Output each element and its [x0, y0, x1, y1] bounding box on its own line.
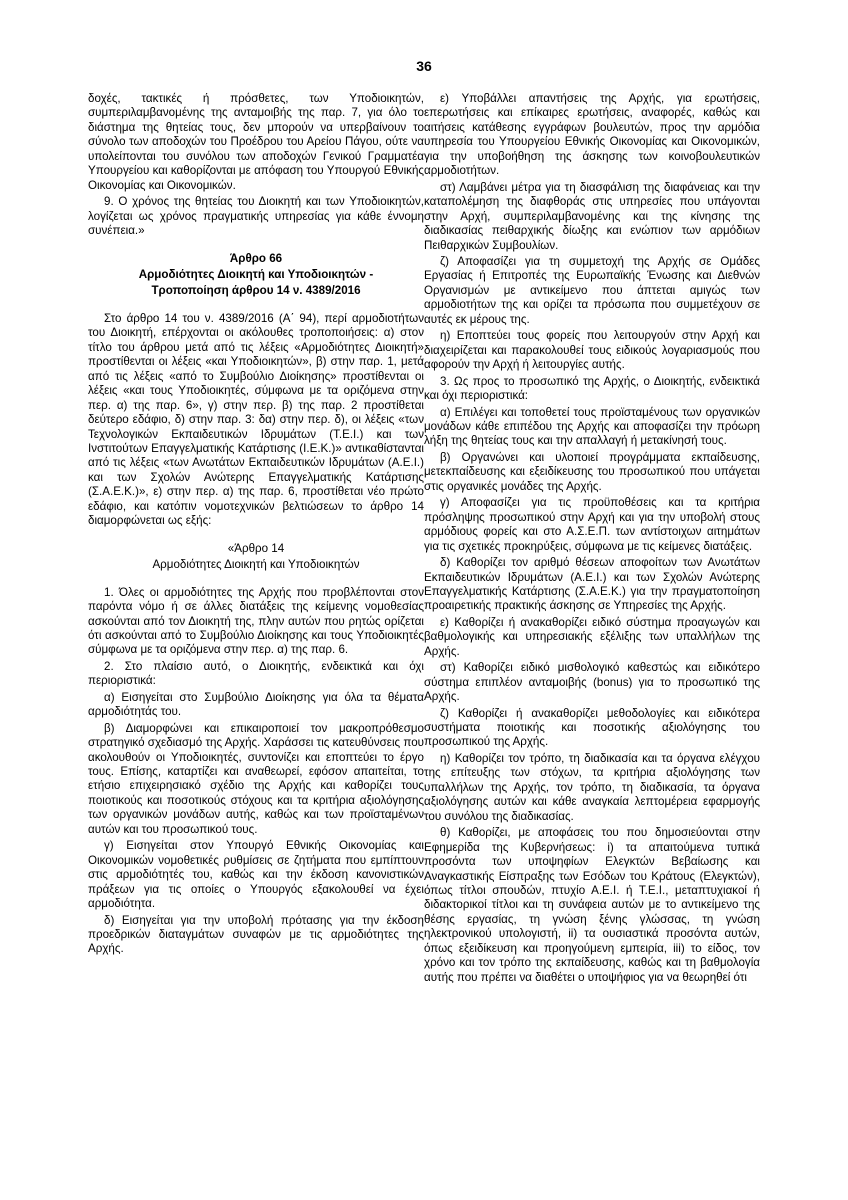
left-paragraph-6: α) Εισηγείται στο Συμβούλιο Διοίκησης για όλα τα θέματα αρμοδιότητάς του. [88, 690, 424, 719]
right-paragraph-5: 3. Ως προς το προσωπικό της Αρχής, ο Διοικητής, ενδεικτικά και όχι περιοριστικά: [424, 374, 760, 403]
left-paragraph-7: β) Διαμορφώνει και επικαιροποιεί τον μακροπρόθεσμο στρατηγικό σχεδιασμό της Αρχής. Χαράσσει τις κατευθύνσεις που ακολουθούν οι Υποδιοικητές, συντονίζει και εποπτεύει το έργο τους. Επίσης, καταρτίζει και αναθεωρεί, εφόσον απαιτείται, το ετήσιο επιχειρησιακό σχέδιο της Αρχής και καθορίζει τους ποιοτικούς και ποσοτικούς στόχους και τα κριτήρια αξιολόγησης των οργανικών μονάδων αυτής, καθώς και των προϊσταμένων αυτών και του προσωπικού τους. [88, 721, 424, 836]
left-paragraph-3: Στο άρθρο 14 του ν. 4389/2016 (Α΄ 94), περί αρμοδιοτήτων του Διοικητή, επέρχονται οι ακόλουθες τροποποιήσεις: α) στον τίτλο του άρθρου μετά από τις λέξεις «Αρμοδιότητες Διοικητή» προστίθενται οι λέξεις «και Υποδιοικητών», β) στην παρ. 1, μετά από τις λέξεις «από το Συμβούλιο Διοίκησης» προστίθενται οι λέξεις «και τους Υποδιοικητές, σύμφωνα με τα οριζόμενα στην περ. α) της παρ. 6», γ) στην περ. β) της παρ. 2 προστίθεται δεύτερο εδάφιο, δ) στην παρ. 3: δα) στην περ. δ), οι λέξεις «των Τεχνολογικών Εκπαιδευτικών Ιδρυμάτων (Τ.Ε.Ι.) και των Ινστιτούτων Επαγγελματικής Κατάρτισης (Ι.Ε.Κ.)» αντικαθίστανται από τις λέξεις «των Ανωτάτων Εκπαιδευτικών Ιδρυμάτων (Α.Ε.Ι.) και των Σχολών Ανώτερης Επαγγελματικής Κατάρτισης (Σ.Α.Ε.Κ.)», ε) στην περ. α) της παρ. 6, προστίθεται νέο πρώτο εδάφιο, και κατόπιν νομοτεχνικών βελτιώσεων το άρθρο 14 διαμορφώνεται ως εξής: [88, 311, 424, 528]
left-paragraph-9: δ) Εισηγείται για την υποβολή πρότασης για την έκδοση προεδρικών διαταγμάτων συναφών με τις αρμοδιότητες της Αρχής. [88, 913, 424, 956]
right-paragraph-2: στ) Λαμβάνει μέτρα για τη διασφάλιση της διαφάνειας και την καταπολέμηση της διαφθοράς στις υπηρεσίες που υπάγονται στην Αρχή, συμπεριλαμβανομένης και της κίνησης της διαδικασίας πειθαρχικής δίωξης και ενώπιον των αρμόδιων Πειθαρχικών Συμβουλίων. [424, 180, 760, 252]
right-paragraph-1: ε) Υποβάλλει απαντήσεις της Αρχής, για ερωτήσεις, επερωτήσεις και επίκαιρες ερωτήσεις, αναφορές, καθώς και αιτήσεις κατάθεσης εγγράφων βουλευτών, προς την αρμόδια υπηρεσία του Υπουργείου Εθνικής Οικονομίας και Οικονομικών, για την υποβοήθηση της άσκησης των κοινοβουλευτικών αρμοδιοτήτων. [424, 92, 760, 178]
right-paragraph-11: στ) Καθορίζει ειδικό μισθολογικό καθεστώς και ειδικότερο σύστημα επιπλέον ανταμοιβής (bonus) για το προσωπικό της Αρχής. [424, 661, 760, 704]
quoted-article-title: «Άρθρο 14 [227, 541, 285, 555]
left-paragraph-4: 1. Όλες οι αρμοδιότητες της Αρχής που προβλέπονται στον παρόντα νόμο ή σε άλλες διατάξεις της κείμενης νομοθεσίας ασκούνται από τον Διοικητή της, πλην αυτών που ρητώς ορίζεται ότι ασκούνται από το Συμβούλιο Διοίκησης και τους Υποδιοικητές σύμφωνα με τα οριζόμενα στην περ. α) της παρ. 6. [88, 585, 424, 657]
page-number: 36 [416, 58, 432, 74]
right-paragraph-10: ε) Καθορίζει ή ανακαθορίζει ειδικό σύστημα προαγωγών και βαθμολογικής και υπηρεσιακής εξέλιξης των υπαλλήλων της Αρχής. [424, 615, 760, 658]
right-paragraph-8: γ) Αποφασίζει για τις προϋποθέσεις και τα κριτήρια πρόσληψης προσωπικού στην Αρχή και για την υποβολή στους αρμόδιους φορείς και στο Α.Σ.Ε.Π. των αντίστοιχων αιτημάτων για τις σχετικές προκηρύξεις, σύμφωνα με τις κείμενες διατάξεις. [424, 496, 760, 553]
left-paragraph-1: δοχές, τακτικές ή πρόσθετες, των Υποδιοικητών, συμπεριλαμβανομένης της ανταμοιβής της παρ. 7, για όλο το διάστημα της θητείας τους, δεν μπορούν να υπερβαίνουν το σύνολο των αποδοχών του Προέδρου του Αρείου Πάγου, ούτε να υπολείπονται του συνόλου των αποδοχών Γενικού Γραμματέα Υπουργείου και καθορίζονται με απόφαση του Υπουργού Εθνικής Οικονομίας και Οικονομικών. [88, 92, 424, 192]
left-paragraph-5: 2. Στο πλαίσιο αυτό, ο Διοικητής, ενδεικτικά και όχι περιοριστικά: [88, 659, 424, 688]
article-subtitle-line-2: Τροποποίηση άρθρου 14 ν. 4389/2016 [151, 284, 361, 298]
right-paragraph-9: δ) Καθορίζει τον αριθμό θέσεων αποφοίτων των Ανωτάτων Εκπαιδευτικών Ιδρυμάτων (Α.Ε.Ι.) και των Σχολών Ανώτερης Επαγγελματικής Κατάρτισης (Σ.Α.Ε.Κ.) για την πραγματοποίηση προαιρετικής πρακτικής άσκησης σε Υπηρεσίες της Αρχής. [424, 556, 760, 613]
right-column [424, 92, 760, 987]
right-paragraph-4: η) Εποπτεύει τους φορείς που λειτουργούν στην Αρχή και διαχειρίζεται και παρακολουθεί τους ειδικούς λογαριασμούς που αφορούν την Αρχή ή λειτουργίες αυτής. [424, 329, 760, 372]
right-paragraph-14: θ) Καθορίζει, με αποφάσεις του που δημοσιεύονται στην Εφημερίδα της Κυβερνήσεως: i) τα απαιτούμενα τυπικά προσόντα των υποψηφίων Ελεγκτών Βεβαίωσης και Αναγκαστικής Είσπραξης των Εσόδων του Κράτους (Ελεγκτών), όπως τίτλοι σπουδών, πτυχίο Α.Ε.Ι. ή Τ.Ε.Ι., μεταπτυχιακοί ή διδακτορικοί τίτλοι και τη συνάφεια αυτών με το αντικείμενο της θέσης εργασίας, τη γνώση ξένης γλώσσας, τη γνώση ηλεκτρονικού υπολογιστή, ii) τα ουσιαστικά προσόντα αυτών, όπως εξειδίκευση και προηγούμενη εμπειρία, iii) το είδος, τον χρόνο και τον τρόπο της εκπαίδευσης, καθώς και τη βαθμολογία αυτής που πρέπει να διαθέτει ο υποψήφιος για να θεωρηθεί ότι [424, 826, 760, 984]
left-column [88, 92, 424, 959]
right-paragraph-3: ζ) Αποφασίζει για τη συμμετοχή της Αρχής σε Ομάδες Εργασίας ή Επιτροπές της Ευρωπαϊκής Ένωσης και Διεθνών Οργανισμών με αντικείμενο που άπτεται αμιγώς των αρμοδιοτήτων της και ορίζει τα πρόσωπα που συμμετέχουν σε αυτές εκ μέρους της. [424, 254, 760, 326]
left-paragraph-8: γ) Εισηγείται στον Υπουργό Εθνικής Οικονομίας και Οικονομικών νομοθετικές ρυθμίσεις σε ζητήματα που εμπίπτουν στις αρμοδιότητές του, καθώς και την έκδοση κανονιστικών πράξεων για τις οποίες ο Υπουργός εξακολουθεί να έχει αρμοδιότητα. [88, 839, 424, 911]
right-paragraph-12: ζ) Καθορίζει ή ανακαθορίζει μεθοδολογίες και ειδικότερα συστήματα ποιοτικής και ποσοτικής αξιολόγησης του προσωπικού της Αρχής. [424, 706, 760, 749]
quoted-article-subtitle: Αρμοδιότητες Διοικητή και Υποδιοικητών [152, 558, 360, 572]
right-paragraph-7: β) Οργανώνει και υλοποιεί προγράμματα εκπαίδευσης, μετεκπαίδευσης και εξειδίκευσης του προσωπικού που υπάγεται στις οργανικές μονάδες της Αρχής. [424, 450, 760, 493]
right-paragraph-13: η) Καθορίζει τον τρόπο, τη διαδικασία και τα όργανα ελέγχου της επίτευξης των στόχων, τα κριτήρια αξιολόγησης των υπαλλήλων της Αρχής, τον τρόπο, τη διαδικασία, τα όργανα αξιολόγησης αυτών και κάθε αναγκαία λεπτομέρεια εφαρμογής του συνόλου της διαδικασίας. [424, 751, 760, 823]
article-title: Άρθρο 66 [229, 251, 283, 265]
article-subtitle-line-1: Αρμοδιότητες Διοικητή και Υποδιοικητών - [138, 267, 374, 281]
right-paragraph-6: α) Επιλέγει και τοποθετεί τους προϊσταμένους των οργανικών μονάδων κάθε επιπέδου της Αρχής και αποφασίζει την πρόωρη λήξη της θητείας τους και την απαλλαγή ή μετακίνησή τους. [424, 405, 760, 448]
left-paragraph-2: 9. Ο χρόνος της θητείας του Διοικητή και των Υποδιοικητών, λογίζεται ως χρόνος πραγματικής υπηρεσίας για κάθε έννομη συνέπεια.» [88, 195, 424, 238]
